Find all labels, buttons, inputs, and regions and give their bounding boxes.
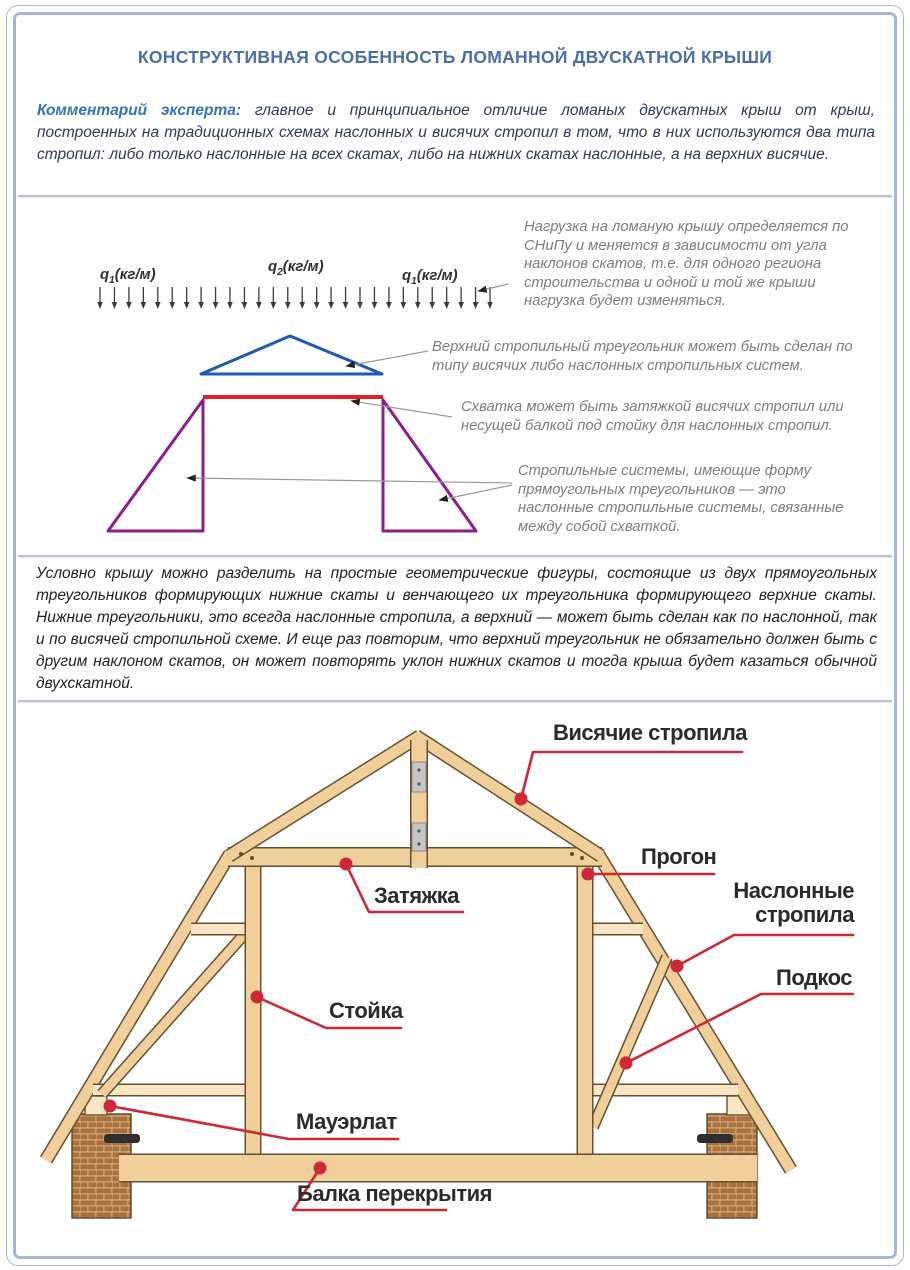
label-floor-beam: Балка перекрытия (297, 1181, 492, 1206)
expert-commentary-text: главное и принципиальное отличие ломаных двускатных крыш от крыш, построенных на традиционных схемах наслонных и висячих стропил в том, что в них используются два типа стропил: либо только наслонные на всех скатах, либо на нижних скатах наслонные, а на верхних висячие. (37, 102, 875, 163)
pointer-to-right-triangle (440, 485, 512, 500)
distributed-load-arrows (97, 287, 493, 309)
king-post (412, 740, 426, 868)
pointer-to-crossbar (352, 401, 452, 417)
section-divider-2 (18, 555, 892, 557)
load-label-q1-left: $q_1(кг/м)$ (100, 266, 156, 286)
left-lower-triangle-shape (108, 400, 203, 531)
label-mauerlat: Мауэрлат (296, 1109, 397, 1134)
right-anchor-bracket (697, 1134, 733, 1143)
right-strut (593, 957, 667, 1127)
label-post: Стойка (329, 998, 403, 1023)
right-hanging-rafter (416, 736, 601, 856)
roof-truss-illustration (0, 702, 910, 1262)
label-layered-rafters: Наслонные стропила (733, 878, 854, 927)
expert-commentary (37, 100, 875, 166)
left-hanging-rafter (229, 736, 420, 856)
annotation-lower-triangles: Стропильные системы, имеющие форму прямоугольных треугольников — это наслонные стропильные системы, связанные между собой схваткой. (518, 463, 844, 535)
annotation-upper-triangle: Верхний стропильный треугольник может быть сделан по типу висячих либо наслонных стропильных систем. (432, 339, 853, 374)
upper-triangle-shape (201, 336, 382, 374)
label-hanging-rafters: Висячие стропила (553, 720, 748, 745)
middle-paragraph: Условно крышу можно разделить на простые геометрические фигуры, состоящие из двух прямоугольных треугольников формирующих нижние скаты и венчающего их треугольника формирующего верхние скаты. Нижние треугольники, это всегда наслонные стропила, а верхний — может быть сделан как по наслонной, так и по висячей стропильной схеме. И еще раз повторим, что верхний треугольник не обязательно должен быть с другим наклоном скатов, он может повторять уклон нижних скатов и тогда крыша будет казаться обычной двухскатной. (36, 565, 877, 692)
annotation-crossbar: Схватка может быть затяжкой висячих стропил или несущей балкой под стойку для наслонных стропил. (461, 399, 844, 434)
pointer-to-left-triangle (188, 478, 512, 483)
label-purlin: Прогон (641, 844, 717, 869)
load-label-q2-center: $q_2(кг/м)$ (268, 258, 324, 278)
left-anchor-bracket (104, 1134, 140, 1143)
metal-plate-lower (412, 823, 426, 851)
page-title: КОНСТРУКТИВНАЯ ОСОБЕННОСТЬ ЛОМАННОЙ ДВУСКАТНОЙ КРЫШИ (137, 47, 773, 67)
left-layered-rafter (46, 854, 230, 1160)
metal-plate-upper (412, 762, 426, 792)
label-strut: Подкос (776, 965, 853, 990)
leader-strut (620, 994, 854, 1070)
annotation-load: Нагрузка на ломаную крышу определяется по СНиПу и меняется в зависимости от угла наклонов скатов, т.е. для одного региона строительства и одной и той же крыши нагрузка будет изменяться. (524, 219, 849, 310)
pointer-to-upper-triangle (347, 351, 428, 366)
load-label-q1-right: $q_1(кг/м)$ (402, 267, 458, 287)
pointer-to-load-arrows (479, 284, 508, 291)
expert-commentary-label: Комментарий эксперта: (37, 102, 242, 119)
label-tie-beam: Затяжка (374, 883, 459, 908)
leader-hanging-rafters (515, 752, 743, 806)
